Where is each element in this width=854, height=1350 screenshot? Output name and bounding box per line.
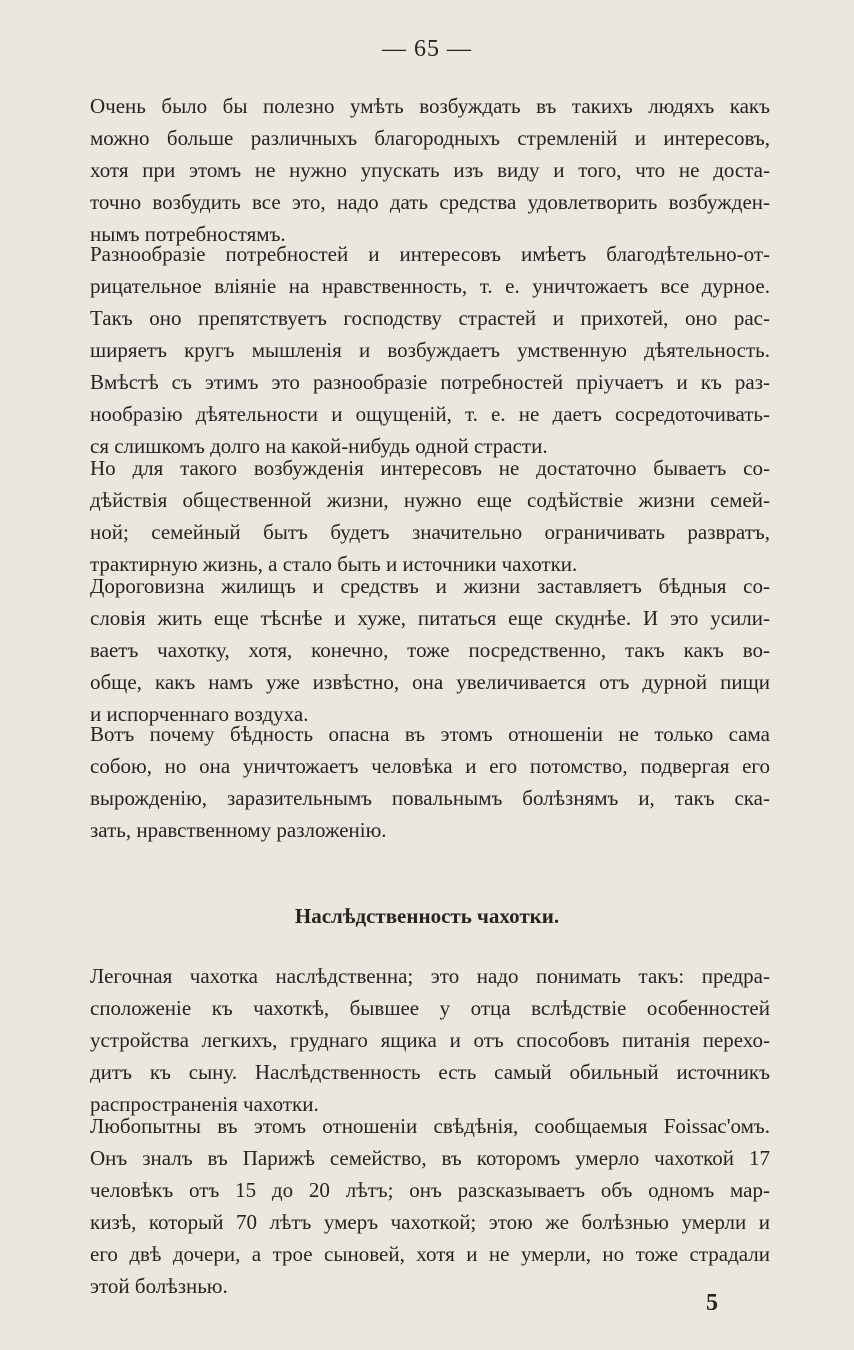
- text-line: ся слишкомъ долго на какой-нибудь одной страсти.: [90, 434, 548, 458]
- text-line: Онъ зналъ въ Парижѣ семейство, въ которомъ умерло чахоткой 17: [90, 1146, 770, 1170]
- paragraph: [90, 570, 770, 730]
- paragraph: [90, 238, 770, 462]
- paragraph: [90, 90, 770, 250]
- text-line: Вмѣстѣ съ этимъ это разнообразіе потребностей пріучаетъ и къ раз-: [90, 370, 770, 394]
- text-line: зать, нравственному разложенію.: [90, 818, 387, 842]
- text-line: ширяетъ кругъ мышленія и возбуждаетъ умственную дѣятельность.: [90, 338, 770, 362]
- text-line: и испорченнаго воздуха.: [90, 702, 309, 726]
- text-line: этой болѣзнью.: [90, 1274, 228, 1298]
- text-line: Очень было бы полезно умѣть возбуждать въ такихъ людяхъ какъ: [90, 94, 770, 118]
- text-line: сположеніе къ чахоткѣ, бывшее у отца вслѣдствіе особенностей: [90, 996, 770, 1020]
- text-line: распространенія чахотки.: [90, 1092, 319, 1116]
- text-line: дитъ къ сыну. Наслѣдственность есть самый обильный источникъ: [90, 1060, 770, 1084]
- text-line: устройства легкихъ, груднаго ящика и отъ способовъ питанія перехо-: [90, 1028, 770, 1052]
- page-number: — 65 —: [382, 36, 472, 62]
- text-line: нымъ потребностямъ.: [90, 222, 286, 246]
- text-line: можно больше различныхъ благородныхъ стремленій и интересовъ,: [90, 126, 770, 150]
- text-line: человѣкъ отъ 15 до 20 лѣтъ; онъ разсказываетъ объ одномъ мар-: [90, 1178, 770, 1202]
- paragraph: [90, 960, 770, 1120]
- text-line: хотя при этомъ не нужно упускать изъ виду и того, что не доста-: [90, 158, 770, 182]
- text-line: Любопытны въ этомъ отношеніи свѣдѣнія, сообщаемыя Foissac'омъ.: [90, 1114, 770, 1138]
- text-line: словія жить еще тѣснѣе и хуже, питаться еще скуднѣе. И это усили-: [90, 606, 770, 630]
- text-line: собою, но она уничтожаетъ человѣка и его потомство, подвергая его: [90, 754, 770, 778]
- signature-mark: 5: [706, 1290, 718, 1316]
- text-line: нообразію дѣятельности и ощущеній, т. е. не даетъ сосредоточивать-: [90, 402, 770, 426]
- text-line: Дороговизна жилищъ и средствъ и жизни заставляетъ бѣдныя со-: [90, 574, 770, 598]
- text-line: ной; семейный бытъ будетъ значительно ограничивать развратъ,: [90, 520, 770, 544]
- paragraph: [90, 718, 770, 846]
- section-heading: Наслѣдственность чахотки.: [294, 904, 560, 928]
- paragraph: [90, 452, 770, 580]
- text-line: ваетъ чахотку, хотя, конечно, тоже посредственно, такъ какъ во-: [90, 638, 770, 662]
- text-line: Но для такого возбужденія интересовъ не достаточно бываетъ со-: [90, 456, 770, 480]
- text-line: Вотъ почему бѣдность опасна въ этомъ отношеніи не только сама: [90, 722, 770, 746]
- text-line: Легочная чахотка наслѣдственна; это надо понимать такъ: предра-: [90, 964, 770, 988]
- text-line: вырожденію, заразительнымъ повальнымъ болѣзнямъ и, такъ ска-: [90, 786, 770, 810]
- text-line: рицательное вліяніе на нравственность, т. е. уничтожаетъ все дурное.: [90, 274, 770, 298]
- text-line: дѣйствія общественной жизни, нужно еще содѣйствіе жизни семей-: [90, 488, 770, 512]
- text-line: кизѣ, который 70 лѣтъ умеръ чахоткой; этою же болѣзнью умерли и: [90, 1210, 770, 1234]
- paragraph: [90, 1110, 770, 1302]
- text-line: обще, какъ намъ уже извѣстно, она увеличивается отъ дурной пищи: [90, 670, 770, 694]
- text-line: Разнообразіе потребностей и интересовъ имѣетъ благодѣтельно-от-: [90, 242, 770, 266]
- text-line: его двѣ дочери, а трое сыновей, хотя и не умерли, но тоже страдали: [90, 1242, 770, 1266]
- text-line: точно возбудить все это, надо дать средства удовлетворить возбужден-: [90, 190, 770, 214]
- text-line: Такъ оно препятствуетъ господству страстей и прихотей, оно рас-: [90, 306, 770, 330]
- text-line: трактирную жизнь, а стало быть и источники чахотки.: [90, 552, 578, 576]
